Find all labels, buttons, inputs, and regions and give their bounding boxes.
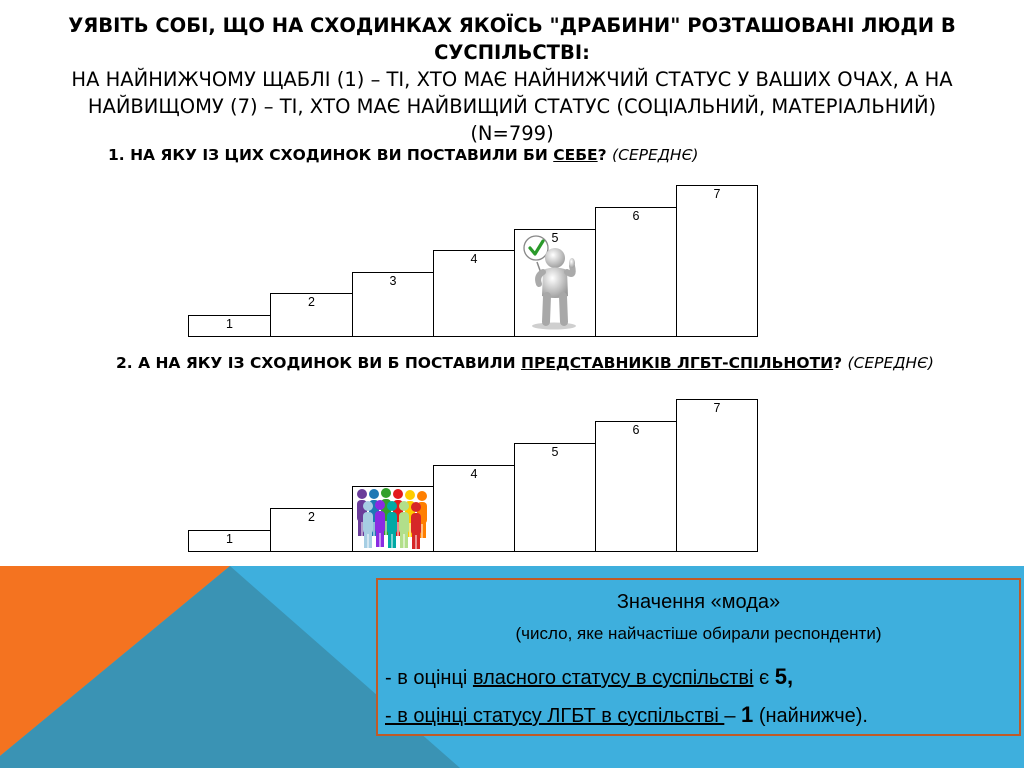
summary-row-self-prefix: - в оцінці	[385, 667, 473, 689]
question-1-prefix: 1. НА ЯКУ ІЗ ЦИХ СХОДИНОК ВИ ПОСТАВИЛИ БИ	[108, 146, 554, 164]
ladder-step	[270, 293, 353, 337]
title-line-3: НАЙВИЩОМУ (7) – ТІ, ХТО МАЄ НАЙВИЩИЙ СТАТУС (СОЦІАЛЬНИЙ, МАТЕРІАЛЬНИЙ)	[87, 95, 937, 118]
step-label: 1	[226, 317, 233, 331]
colorful-crowd-icon	[352, 484, 436, 552]
slide-title	[40, 12, 984, 147]
question-1-suffix: ?	[597, 146, 613, 164]
step-label: 5	[551, 445, 559, 459]
ladder-step	[676, 399, 758, 552]
step-label: 5	[551, 231, 559, 245]
step-label: 7	[713, 187, 721, 201]
summary-subheading: (число, яке найчастіше обирали респонденти)	[515, 624, 882, 643]
question-1	[108, 146, 698, 164]
step-label: 4	[470, 467, 478, 481]
status-ladder-self	[188, 185, 758, 337]
summary-heading: Значення «мода»	[616, 591, 781, 613]
step-label: 4	[470, 252, 478, 266]
ladder-step	[595, 421, 677, 552]
title-line-1: УЯВІТЬ СОБІ, ЩО НА СХОДИНКАХ ЯКОЇСЬ "ДРАБИНИ" РОЗТАШОВАНІ ЛЮДИ В СУСПІЛЬСТВІ:	[68, 14, 956, 64]
ladder-step	[514, 443, 596, 552]
step-label: 2	[308, 510, 315, 524]
ladder-step	[352, 272, 434, 337]
ladder-step	[433, 465, 515, 552]
ladder-step	[188, 315, 271, 337]
question-2-emphasis: ПРЕДСТАВНИКІВ ЛГБТ-СПІЛЬНОТИ	[520, 354, 834, 372]
question-2-prefix: 2. А НА ЯКУ ІЗ СХОДИНОК ВИ Б ПОСТАВИЛИ	[116, 354, 521, 372]
summary-row-self-end: ,	[787, 664, 794, 689]
summary-row-lgbt-underlined: - в оцінці статусу ЛГБТ в суспільстві	[385, 705, 725, 727]
ladder-baseline	[188, 551, 758, 552]
ladder-step	[433, 250, 515, 337]
step-label: 7	[713, 401, 721, 415]
ladder-baseline	[188, 336, 758, 337]
summary-row-self-value: 5	[774, 664, 788, 689]
summary-row-lgbt-dash: –	[724, 705, 742, 727]
step-label: 2	[308, 295, 315, 309]
title-line-2: НА НАЙНИЖЧОМУ ЩАБЛІ (1) – ТІ, ХТО МАЄ НАЙНИЖЧИЙ СТАТУС У ВАШИХ ОЧАХ, А НА	[71, 68, 953, 91]
summary-box	[376, 578, 1021, 736]
ladder-step	[595, 207, 677, 337]
step-label: 1	[226, 532, 233, 546]
question-2-suffix: ?	[833, 354, 848, 372]
question-1-note: (СЕРЕДНЄ)	[612, 146, 699, 164]
title-line-4: (N=799)	[470, 122, 554, 145]
ladder-step	[270, 508, 353, 552]
person-with-checkmark-sign-icon	[522, 232, 584, 330]
summary-row-self	[385, 664, 793, 690]
summary-row-self-underlined: власного статусу в суспільстві	[472, 667, 754, 689]
ladder-step	[676, 185, 758, 337]
summary-row-lgbt-end: (найнижче).	[753, 705, 868, 727]
step-label: 3	[389, 274, 397, 288]
summary-row-self-mid: є	[753, 667, 775, 689]
question-1-emphasis: СЕБЕ	[553, 146, 598, 164]
summary-row-lgbt	[385, 702, 868, 728]
summary-row-lgbt-value: 1	[741, 702, 754, 727]
status-ladder-lgbt	[188, 399, 758, 552]
question-2	[116, 354, 934, 372]
question-2-note: (СЕРЕДНЄ)	[847, 354, 934, 372]
step-label: 6	[632, 423, 640, 437]
ladder-step	[188, 530, 271, 552]
step-label: 6	[632, 209, 640, 223]
